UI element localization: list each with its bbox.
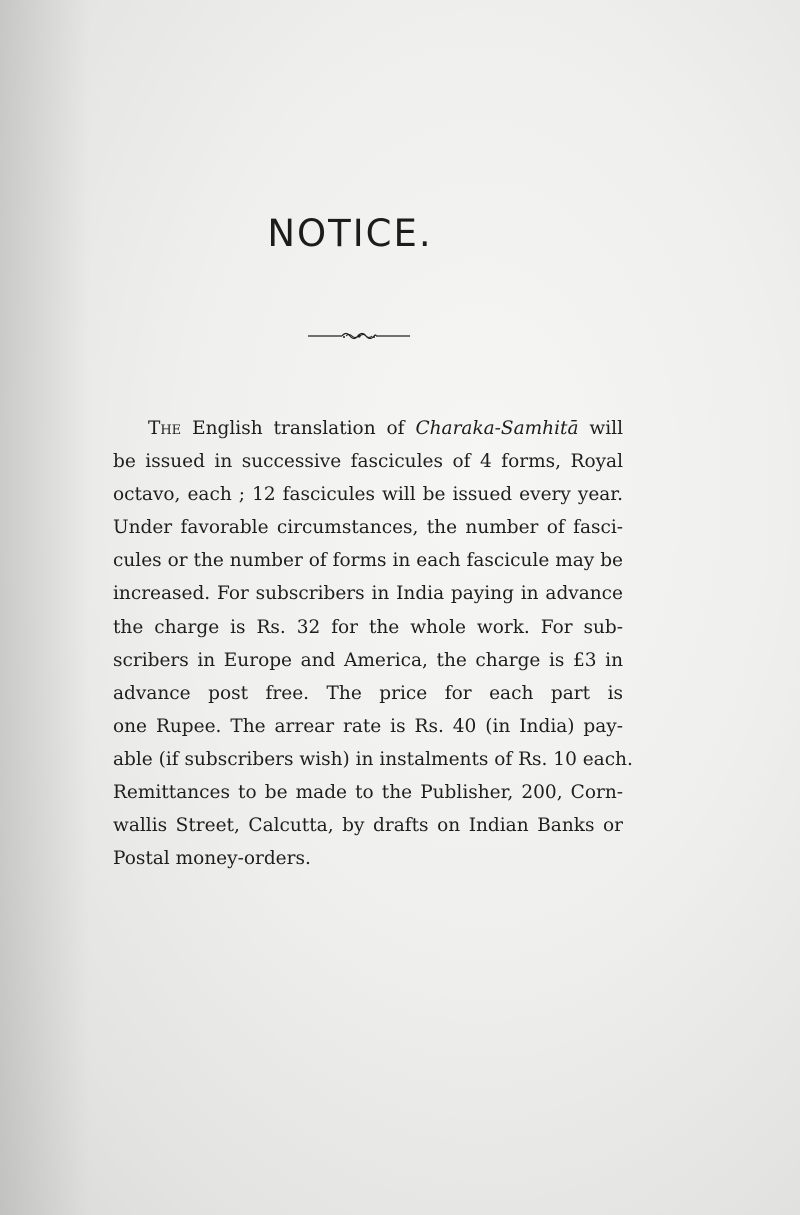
page-gutter-shadow [0,0,90,1215]
paragraph-line-1 [113,412,623,445]
paragraph-line-11: able (if subscribers wish) in instalments of Rs. 10 each. [113,748,633,770]
paragraph-line-14: Postal money-orders. [113,848,311,870]
paragraph-line-8: scribers in Europe and America, the charge is £3 in [113,649,623,671]
book-title-italic: Charaka-Samhitā [415,418,579,439]
small-caps-lead-word: The [148,418,182,439]
paragraph-line-3: octavo, each ; 12 fascicules will be issued every year. [113,484,623,506]
paragraph-line-7: the charge is Rs. 32 for the whole work. For sub- [113,616,623,638]
paragraph-line-5: cules or the number of forms in each fascicule may be [113,550,623,572]
line-text: will [578,418,624,439]
notice-paragraph [113,412,633,875]
paragraph-line-13: wallis Street, Calcutta, by drafts on Indian Banks or [113,815,623,837]
paragraph-line-4: Under favorable circumstances, the number of fasci- [113,517,623,539]
paragraph-line-6: increased. For subscribers in India paying in advance [113,583,623,605]
paragraph-line-2: be issued in successive fascicules of 4 forms, Royal [113,451,623,473]
paragraph-line-12: Remittances to be made to the Publisher, 200, Corn- [113,782,623,804]
ornamental-divider-icon [306,328,412,344]
paragraph-line-9: advance post free. The price for each part is [113,682,623,704]
page-title: NOTICE. [267,212,433,255]
line-text: English translation of [181,418,416,439]
paragraph-line-10: one Rupee. The arrear rate is Rs. 40 (in India) pay- [113,715,623,737]
